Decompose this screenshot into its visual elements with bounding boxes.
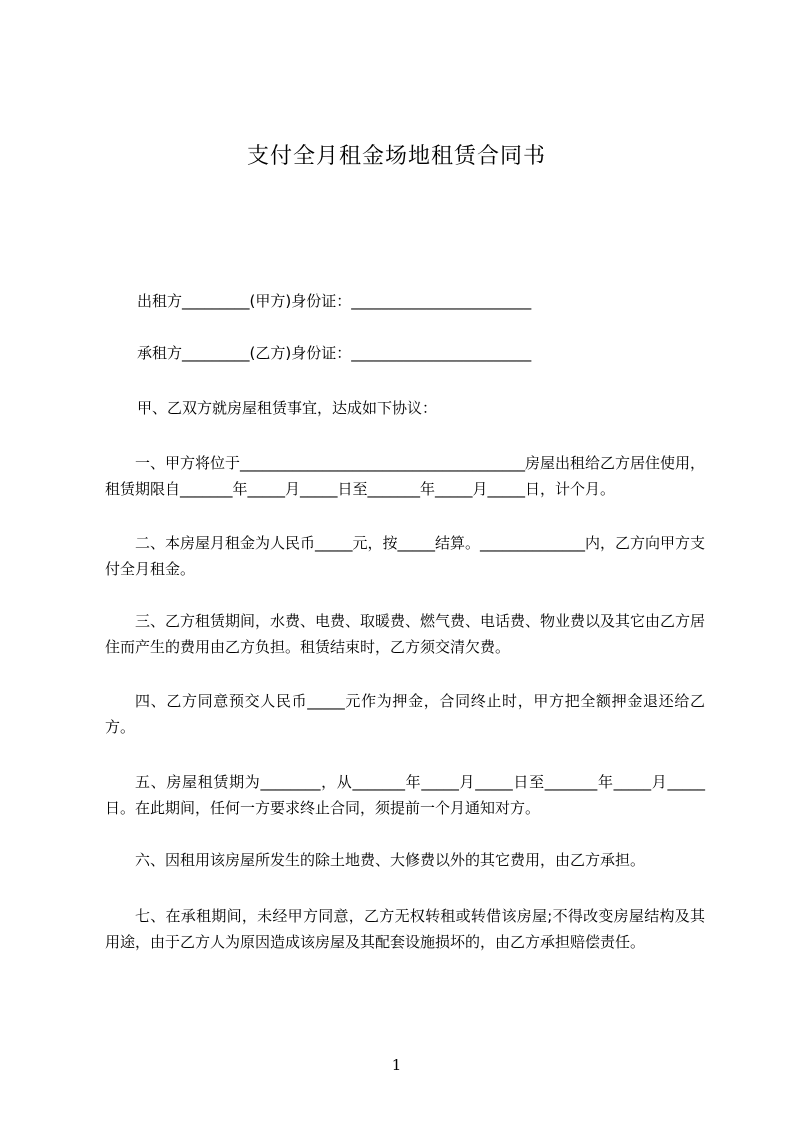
page-number: 1 xyxy=(391,1056,402,1074)
clause-7: 七、在承租期间，未经甲方同意，乙方无权转租或转借该房屋;不得改变房屋结构及其用途，由于乙方人为原因造成该房屋及其配套设施损坏的，由乙方承担赔偿责任。 xyxy=(105,907,705,951)
clause-5: 五、房屋租赁期为________，从_______年_____月_____日至_______年_____月_____日。在此期间，任何一方要求终止合同，须提前一个月通知对方。 xyxy=(105,773,705,817)
clause-1: 一、甲方将位于______________________________________房屋出租给乙方居住使用，租赁期限自_______年_____月_____日至_______年_____月_____日，计个月。 xyxy=(105,454,706,498)
document-title: 支付全月租金场地租赁合同书 xyxy=(246,144,546,169)
clause-2: 二、本房屋月租金为人民币_____元，按_____结算。______________内，乙方向甲方支付全月租金。 xyxy=(105,534,706,578)
clause-4: 四、乙方同意预交人民币_____元作为押金，合同终止时，甲方把全额押金退还给乙方。 xyxy=(105,692,705,736)
clause-6: 六、因租用该房屋所发生的除土地费、大修费以外的其它费用，由乙方承担。 xyxy=(135,851,646,869)
agreement-intro: 甲、乙双方就房屋租赁事宜，达成如下协议： xyxy=(137,399,438,417)
lessee-line: 承租方_________(乙方)身份证：________________________ xyxy=(137,344,532,362)
lessor-line: 出租方_________(甲方)身份证：________________________ xyxy=(137,292,532,310)
clause-3: 三、乙方租赁期间，水费、电费、取暖费、燃气费、电话费、物业费以及其它由乙方居住而产生的费用由乙方负担。租赁结束时，乙方须交清欠费。 xyxy=(105,612,706,656)
